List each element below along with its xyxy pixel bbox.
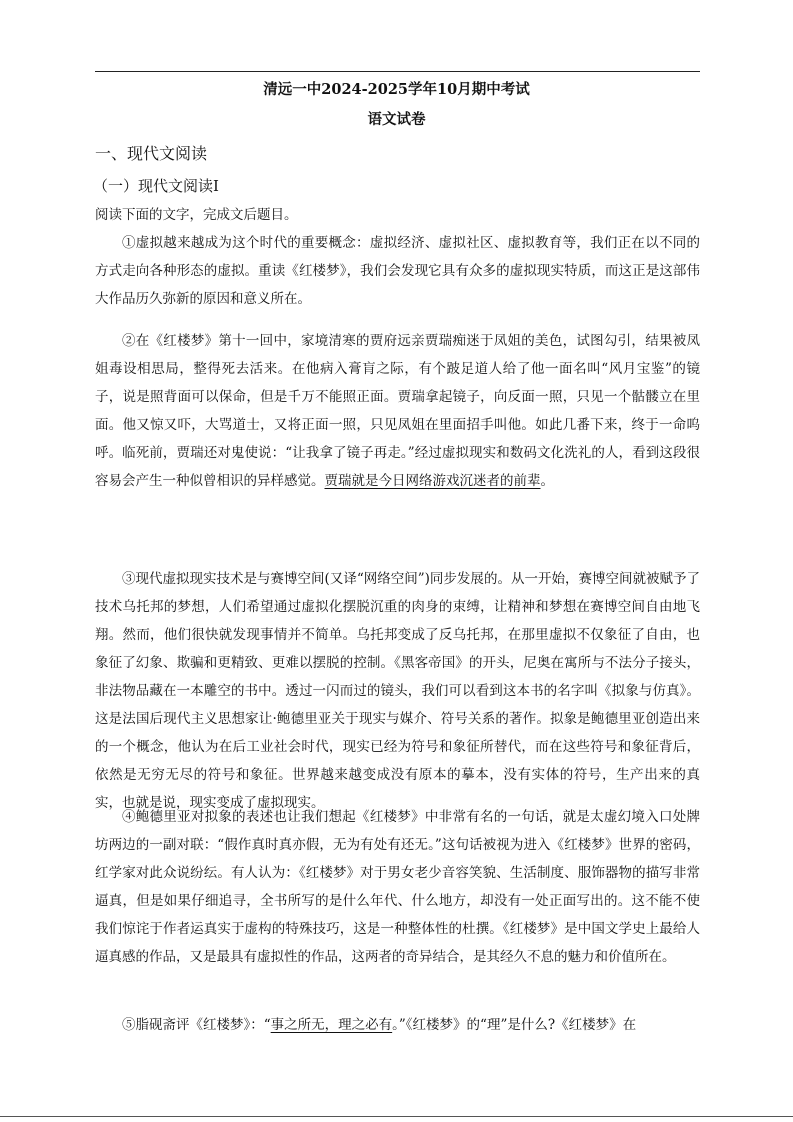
paragraph-2-end: 。 bbox=[540, 473, 554, 489]
underlined-quote: 事之所无，理之必有 bbox=[270, 1017, 393, 1033]
section-heading: 一、现代文阅读 bbox=[95, 144, 208, 163]
paragraph-5-end: 。”《红楼梦》的“理”是什么?《红楼梦》在 bbox=[392, 1017, 637, 1033]
header-rule bbox=[95, 71, 700, 72]
footer-rule bbox=[0, 1116, 793, 1117]
paragraph-5 bbox=[95, 1011, 700, 1039]
reading-instruction: 阅读下面的文字，完成文后题目。 bbox=[95, 207, 298, 223]
paragraph-2 bbox=[95, 327, 700, 495]
exam-title: 清远一中2024-2025学年10月期中考试 bbox=[263, 81, 530, 98]
section-subheading: （一）现代文阅读I bbox=[93, 177, 219, 195]
paragraph-2-text: ②在《红楼梦》第十一回中，家境清寒的贾府远亲贾瑞痴迷于凤姐的美色，试图勾引，结果被凤姐毒设相思局，整得死去活来。在他病入膏肓之际，有个跛足道人给了他一面名叫“风月宝鉴”的镜子，说是照背面可以保命，但是千万不能照正面。贾瑞拿起镜子，向反面一照，只见一个骷髅立在里面。他又惊又吓，大骂道士，又将正面一照，只见凤姐在里面招手叫他。如此几番下来，终于一命呜呼。临死前，贾瑞还对鬼使说：“让我拿了镜子再走。”经过虚拟现实和数码文化洗礼的人，看到这段很容易会产生一种似曾相识的异样感觉。 bbox=[95, 333, 700, 489]
underlined-sentence: 贾瑞就是今日网络游戏沉迷者的前辈 bbox=[324, 473, 541, 489]
paragraph-4: ④鲍德里亚对拟象的表述也让我们想起《红楼梦》中非常有名的一句话，就是太虚幻境入口处牌坊两边的一副对联：“假作真时真亦假，无为有处有还无。”这句话被视为进入《红楼梦》世界的密码，红学家对此众说纷纭。有人认为：《红楼梦》对于男女老少音容笑貌、生活制度、服饰器物的描写非常逼真，但是如果仔细追寻，全书所写的是什么年代、什么地方，却没有一处正面写出的。这不能不使我们惊诧于作者运真实于虚构的特殊技巧，这是一种整体性的杜撰。《红楼梦》是中国文学史上最给人逼真感的作品，又是最具有虚拟性的作品，这两者的奇异结合，是其经久不息的魅力和价值所在。 bbox=[95, 809, 700, 965]
paragraph-1: ①虚拟越来越成为这个时代的重要概念：虚拟经济、虚拟社区、虚拟教育等，我们正在以不同的方式走向各种形态的虚拟。重读《红楼梦》，我们会发现它具有众多的虚拟现实特质，而这正是这部伟大作品历久弥新的原因和意义所在。 bbox=[95, 235, 700, 307]
paper-subtitle: 语文试卷 bbox=[367, 111, 426, 128]
paragraph-3: ③现代虚拟现实技术是与赛博空间(又译“网络空间”)同步发展的。从一开始，赛博空间就被赋予了技术乌托邦的梦想，人们希望通过虚拟化摆脱沉重的肉身的束缚，让精神和梦想在赛博空间自由地飞翔。然而，他们很快就发现事情并不简单。乌托邦变成了反乌托邦，在那里虚拟不仅象征了自由，也象征了幻象、欺骗和更精致、更难以摆脱的控制。《黑客帝国》的开头，尼奥在寓所与不法分子接头，非法物品藏在一本雕空的书中。透过一闪而过的镜头，我们可以看到这本书的名字叫《拟象与仿真》。这是法国后现代主义思想家让·鲍德里亚关于现实与媒介、符号关系的著作。拟象是鲍德里亚创造出来的一个概念，他认为在后工业社会时代，现实已经为符号和象征所替代，而在这些符号和象征背后，依然是无穷无尽的符号和象征。世界越来越变成没有原本的摹本，没有实体的符号，生产出来的真实，也就是说，现实变成了虚拟现实。 bbox=[95, 571, 700, 811]
paragraph-5-start: ⑤脂砚斋评《红楼梦》：“ bbox=[122, 1017, 271, 1033]
